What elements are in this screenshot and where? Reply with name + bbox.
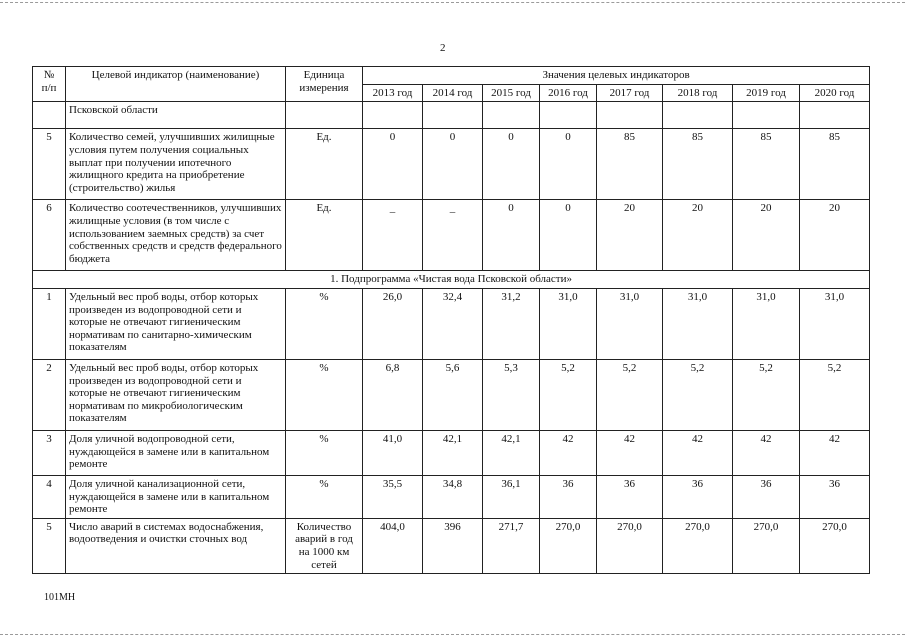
- value-cell: 20: [597, 200, 663, 271]
- value-cell: 20: [733, 200, 800, 271]
- unit-cell: Количество аварий в год на 1000 км сетей: [286, 518, 363, 574]
- value-cell: 41,0: [363, 430, 423, 475]
- value-cell: 0: [423, 129, 483, 200]
- row-number: 5: [33, 518, 66, 574]
- value-cell: 36: [800, 475, 870, 518]
- section-title: 1. Подпрограмма «Чистая вода Псковской области»: [33, 271, 870, 289]
- row-number: 6: [33, 200, 66, 271]
- value-cell: _: [423, 200, 483, 271]
- unit-cell: Ед.: [286, 200, 363, 271]
- value-cell: 42: [800, 430, 870, 475]
- unit-cell: Ед.: [286, 129, 363, 200]
- indicator-name: Доля уличной водопроводной сети, нуждающейся в замене или в капитальном ремонте: [66, 430, 286, 475]
- indicator-name: Число аварий в системах водоснабжения, водоотведения и очистки сточных вод: [66, 518, 286, 574]
- header-year: 2020 год: [800, 84, 870, 102]
- value-cell: 36: [733, 475, 800, 518]
- value-cell: 42: [663, 430, 733, 475]
- value-cell: 5,2: [540, 359, 597, 430]
- value-cell: 42: [540, 430, 597, 475]
- value-cell: 5,3: [483, 359, 540, 430]
- value-cell: 270,0: [540, 518, 597, 574]
- header-year: 2017 год: [597, 84, 663, 102]
- table-row: [33, 518, 870, 574]
- header-year: 2014 год: [423, 84, 483, 102]
- value-cell: 31,2: [483, 288, 540, 359]
- value-cell: 0: [540, 129, 597, 200]
- row-number: 4: [33, 475, 66, 518]
- scan-edge-top: [0, 2, 905, 3]
- value-cell: 5,2: [663, 359, 733, 430]
- value-cell: 271,7: [483, 518, 540, 574]
- value-cell: 270,0: [597, 518, 663, 574]
- value-cell: 26,0: [363, 288, 423, 359]
- header-number: № п/п: [33, 67, 66, 102]
- header-indicator: Целевой индикатор (наименование): [66, 67, 286, 102]
- value-cell: 270,0: [663, 518, 733, 574]
- indicator-name: Доля уличной канализационной сети, нуждающейся в замене или в капитальном ремонте: [66, 475, 286, 518]
- value-cell: 20: [800, 200, 870, 271]
- value-cell: 31,0: [540, 288, 597, 359]
- value-cell: 31,0: [800, 288, 870, 359]
- header-values: Значения целевых индикаторов: [363, 67, 870, 85]
- value-cell: 31,0: [663, 288, 733, 359]
- value-cell: 36: [540, 475, 597, 518]
- unit-cell: %: [286, 288, 363, 359]
- value-cell: 5,2: [800, 359, 870, 430]
- indicator-name: Количество семей, улучшивших жилищные условия путем получения социальных выплат при получении ипотечного жилищного кредита на приобретение (строительство) жилья: [66, 129, 286, 200]
- value-cell: 396: [423, 518, 483, 574]
- value-cell: 42: [597, 430, 663, 475]
- header-year: 2019 год: [733, 84, 800, 102]
- table-row: [33, 200, 870, 271]
- value-cell: 32,4: [423, 288, 483, 359]
- row-number: 3: [33, 430, 66, 475]
- row-number: 5: [33, 129, 66, 200]
- value-cell: 0: [363, 129, 423, 200]
- value-cell: 5,6: [423, 359, 483, 430]
- continuation-number: [33, 102, 66, 129]
- value-cell: 35,5: [363, 475, 423, 518]
- header-year: 2018 год: [663, 84, 733, 102]
- value-cell: 42,1: [423, 430, 483, 475]
- header-year: 2016 год: [540, 84, 597, 102]
- unit-cell: %: [286, 359, 363, 430]
- scan-edge-bottom: [0, 634, 905, 635]
- value-cell: 20: [663, 200, 733, 271]
- header-year: 2013 год: [363, 84, 423, 102]
- value-cell: 0: [540, 200, 597, 271]
- unit-cell: %: [286, 475, 363, 518]
- value-cell: 404,0: [363, 518, 423, 574]
- table-row: [33, 129, 870, 200]
- value-cell: 85: [663, 129, 733, 200]
- header-row-top: [33, 67, 870, 85]
- continuation-text: Псковской области: [66, 102, 286, 129]
- value-cell: 6,8: [363, 359, 423, 430]
- page-number: 2: [440, 42, 446, 54]
- value-cell: 0: [483, 200, 540, 271]
- indicator-name: Количество соотечественников, улучшивших жилищные условия (в том числе с использованием заемных средств) за счет собственных средств и средств федерального бюджета: [66, 200, 286, 271]
- row-number: 2: [33, 359, 66, 430]
- value-cell: 42,1: [483, 430, 540, 475]
- value-cell: 85: [597, 129, 663, 200]
- value-cell: 85: [733, 129, 800, 200]
- indicator-name: Удельный вес проб воды, отбор которых произведен из водопроводной сети и которые не отвечают гигиеническим нормативам по санитарно-химическим показателям: [66, 288, 286, 359]
- footer-code: 101МН: [44, 592, 76, 603]
- value-cell: 34,8: [423, 475, 483, 518]
- value-cell: _: [363, 200, 423, 271]
- header-unit: Единица измерения: [286, 67, 363, 102]
- value-cell: 42: [733, 430, 800, 475]
- value-cell: 36: [663, 475, 733, 518]
- indicator-name: Удельный вес проб воды, отбор которых произведен из водопроводной сети и которые не отвечают гигиеническим нормативам по микробиологическим показателям: [66, 359, 286, 430]
- value-cell: 36,1: [483, 475, 540, 518]
- value-cell: 5,2: [733, 359, 800, 430]
- value-cell: 85: [800, 129, 870, 200]
- section-row: [33, 271, 870, 289]
- value-cell: 270,0: [800, 518, 870, 574]
- value-cell: 5,2: [597, 359, 663, 430]
- value-cell: 31,0: [733, 288, 800, 359]
- table-row: [33, 359, 870, 430]
- table-row: [33, 475, 870, 518]
- value-cell: 270,0: [733, 518, 800, 574]
- header-year: 2015 год: [483, 84, 540, 102]
- table-body: [33, 67, 870, 574]
- value-cell: 31,0: [597, 288, 663, 359]
- value-cell: 0: [483, 129, 540, 200]
- table-row: [33, 288, 870, 359]
- table-row: [33, 430, 870, 475]
- row-number: 1: [33, 288, 66, 359]
- indicators-table: [32, 66, 870, 574]
- continuation-row: [33, 102, 870, 129]
- value-cell: 36: [597, 475, 663, 518]
- unit-cell: %: [286, 430, 363, 475]
